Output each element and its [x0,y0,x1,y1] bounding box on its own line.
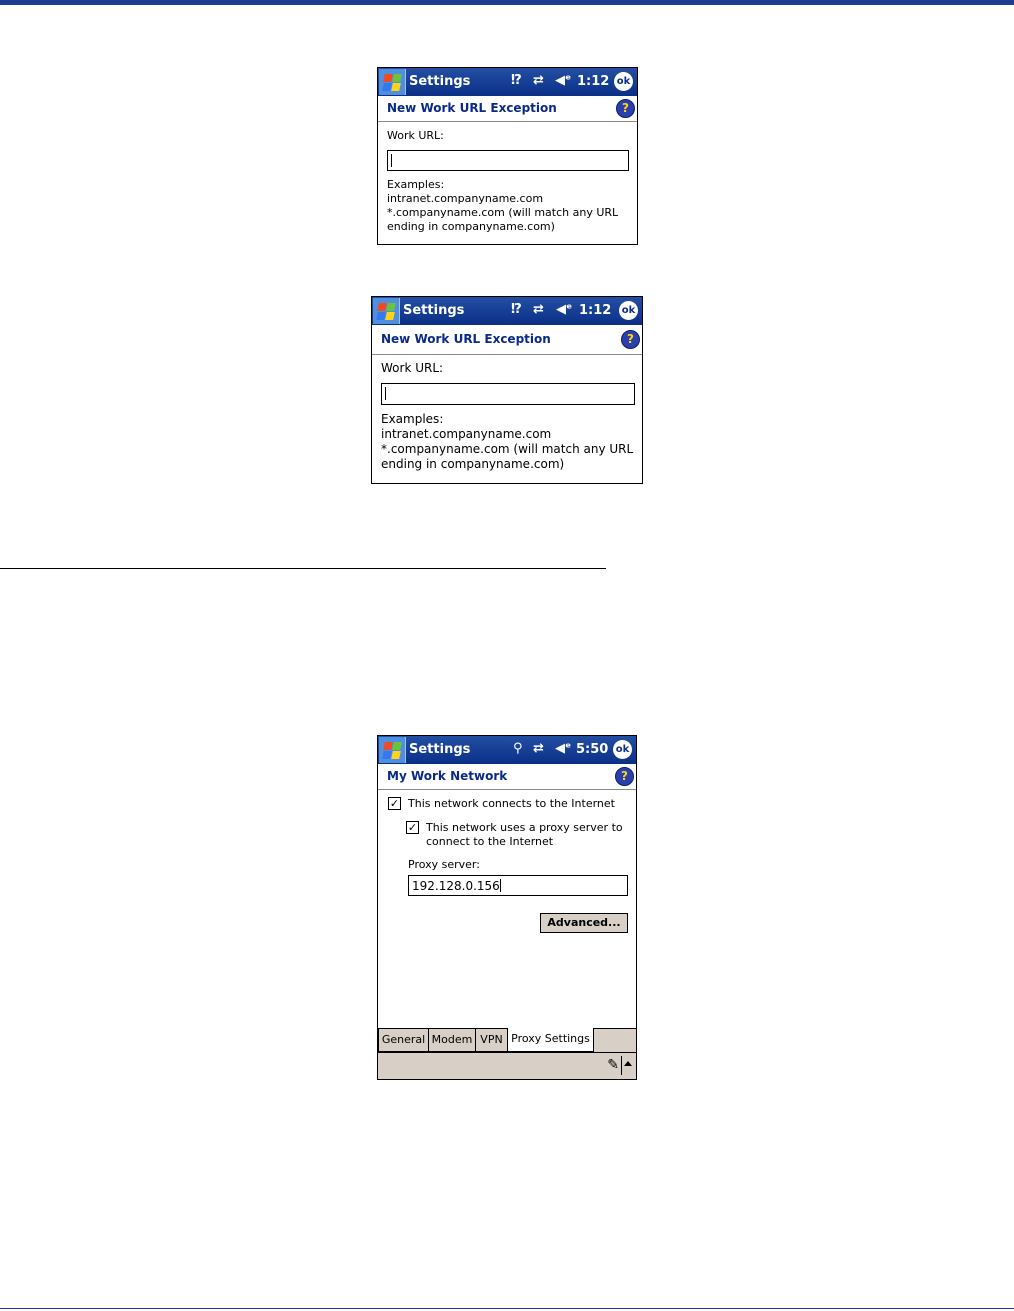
subheader [378,96,637,122]
examples-line: ending in companyname.com) [387,220,555,233]
clock[interactable]: 5:50 [576,742,609,757]
help-icon[interactable]: ? [615,767,634,786]
connectivity-icon[interactable]: ⇄ [533,302,544,317]
help-icon[interactable]: ? [621,330,640,349]
screen-new-work-url-1 [377,67,638,245]
advanced-button[interactable]: Advanced... [540,913,628,933]
examples-line: ending in companyname.com) [381,457,565,471]
clock[interactable]: 1:12 [579,303,612,318]
help-icon[interactable]: ? [616,99,635,118]
page-bottom-rule [0,1308,1014,1309]
window-title: Settings [409,742,471,757]
internet-checkbox[interactable]: ✓ [389,797,400,810]
section-divider [0,568,606,569]
screen-my-work-network [377,735,637,1080]
connectivity-icon[interactable]: ⇄ [533,741,544,756]
tab-bar [378,1028,636,1053]
proxy-server-input[interactable] [408,875,628,896]
proxy-checkbox[interactable]: ✓ [407,821,418,834]
window-title: Settings [403,303,465,318]
page-title: New Work URL Exception [381,332,551,346]
tab-proxy-settings[interactable]: Proxy Settings [507,1028,594,1052]
examples-line: Examples: [387,178,445,191]
ok-icon[interactable]: ok [619,301,638,320]
signal-icon[interactable]: ⁉ [511,302,522,317]
volume-icon[interactable]: ◀ᵉ [555,741,572,756]
ok-icon[interactable]: ok [614,72,633,91]
page-title: My Work Network [387,769,508,783]
examples-line: *.companyname.com (will match any URL [381,442,634,456]
proxy-checkbox-label: This network uses a proxy server to [426,821,623,834]
screen-new-work-url-2 [371,296,643,484]
text-caret [385,387,386,400]
tab-vpn[interactable]: VPN [475,1028,508,1052]
work-url-input[interactable] [387,150,629,171]
text-caret [391,154,392,167]
page-top-rule [0,0,1014,5]
tab-modem[interactable]: Modem [428,1028,476,1052]
clock[interactable]: 1:12 [577,74,610,89]
proxy-checkbox-label: connect to the Internet [426,835,554,848]
volume-icon[interactable]: ◀ᵉ [556,302,573,317]
command-bar [378,1052,636,1079]
examples-line: intranet.companyname.com [381,427,552,441]
connectivity-icon[interactable]: ⇄ [533,73,544,88]
signal-icon[interactable]: ⁉ [511,73,522,88]
windows-start-icon[interactable] [373,298,400,324]
subheader [378,764,636,790]
window-title: Settings [409,74,471,89]
sip-up-arrow-icon[interactable] [624,1061,632,1066]
ok-icon[interactable]: ok [613,740,632,759]
proxy-server-value: 192.128.0.156 [412,879,500,893]
volume-icon[interactable]: ◀ᵉ [555,73,572,88]
proxy-server-label: Proxy server: [408,858,480,871]
title-bar [378,736,636,764]
pen-icon[interactable]: ✎ [607,1057,619,1073]
work-url-label: Work URL: [381,361,444,375]
windows-start-icon[interactable] [379,69,406,95]
title-bar [372,297,642,325]
subheader [372,325,642,355]
examples-line: intranet.companyname.com [387,192,544,205]
tab-general[interactable]: General [378,1028,429,1052]
signal-icon[interactable]: ⚲ [513,741,523,756]
work-url-label: Work URL: [387,129,444,142]
page-title: New Work URL Exception [387,101,557,115]
examples-line: *.companyname.com (will match any URL [387,206,619,219]
examples-line: Examples: [381,412,444,426]
title-bar [378,68,637,96]
internet-checkbox-label: This network connects to the Internet [408,797,615,810]
windows-start-icon[interactable] [379,737,406,763]
work-url-input[interactable] [381,383,635,405]
sip-divider [621,1056,622,1075]
